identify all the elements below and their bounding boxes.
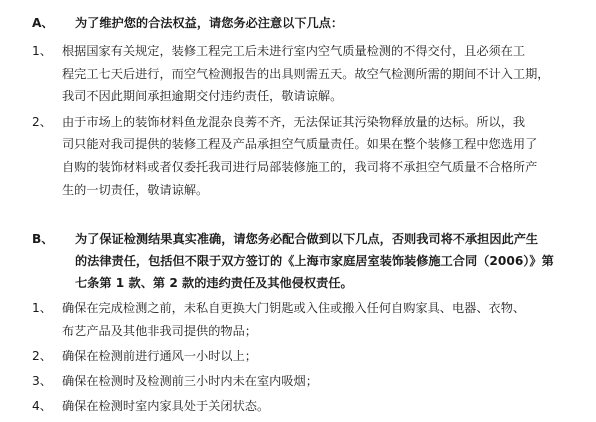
list-item [0,345,596,368]
item-number: 2、 [32,349,52,363]
item-text-line: 确保在完成检测之前，未私自更换大门钥匙或入住或搬入任何自购家具、电器、衣物、 [62,301,526,315]
item-number: 1、 [32,301,52,315]
item-number: 1、 [32,44,52,58]
item-text-line: 确保在检测前进行通风一小时以上； [62,349,257,363]
list-item [0,40,596,108]
item-text-line: 自购的装饰材料或者仅委托我司进行局部装修施工的，我司将不承担空气质量不合格所产 [62,159,538,174]
section-b-heading-line: 为了保证检测结果真实准确，请您务必配合做到以下几点，否则我司将不承担因此产生 [75,232,539,246]
list-item [0,395,596,418]
item-text-line: 程完工七天后进行，而空气检测报告的出具则需五天。故空气检测所需的期间不计入工期， [62,66,550,81]
item-text-line: 由于市场上的装饰材料鱼龙混杂良莠不齐，无法保证其污染物释放量的达标。所以，我 [62,114,526,129]
item-text-line: 布艺产品及其他非我司提供的物品； [62,324,257,338]
section-b-heading-line: 的法律责任，包括但不限于双方签订的《上海市家庭居室装饰装修施工合同（2006）》第 [75,254,554,268]
item-number: 2、 [32,114,52,129]
list-item [0,297,596,343]
section-a-letter: A、 [32,16,54,30]
section-b-list [0,297,596,418]
item-text-line: 生的一切责任，敬请谅解。 [62,182,209,197]
item-text-line: 我司不因此期间承担逾期交付违约责任，敬请谅解。 [62,89,343,104]
item-text-line: 确保在检测时室内家具处于关闭状态。 [62,399,270,413]
item-number: 3、 [32,374,52,388]
section-a [0,12,596,201]
section-a-heading-text: 为了维护您的合法权益，请您务必注意以下几点： [75,16,344,30]
section-a-list [0,40,596,201]
item-number: 4、 [32,399,52,413]
section-b [0,228,596,418]
list-item [0,370,596,393]
section-a-heading [0,12,596,34]
section-b-heading-line: 七条第 1 款、第 2 款的违约责任及其他侵权责任。 [75,276,353,290]
item-text-line: 司只能对我司提供的装修工程及产品承担空气质量责任。如果在整个装修工程中您选用了 [62,137,538,152]
item-text-line: 根据国家有关规定，装修工程完工后未进行室内空气质量检测的不得交付，且必须在工 [62,44,526,58]
section-b-heading [0,228,596,294]
item-text-line: 确保在检测时及检测前三小时内未在室内吸烟； [62,374,318,388]
section-b-letter: B、 [32,232,54,246]
list-item [0,111,596,201]
